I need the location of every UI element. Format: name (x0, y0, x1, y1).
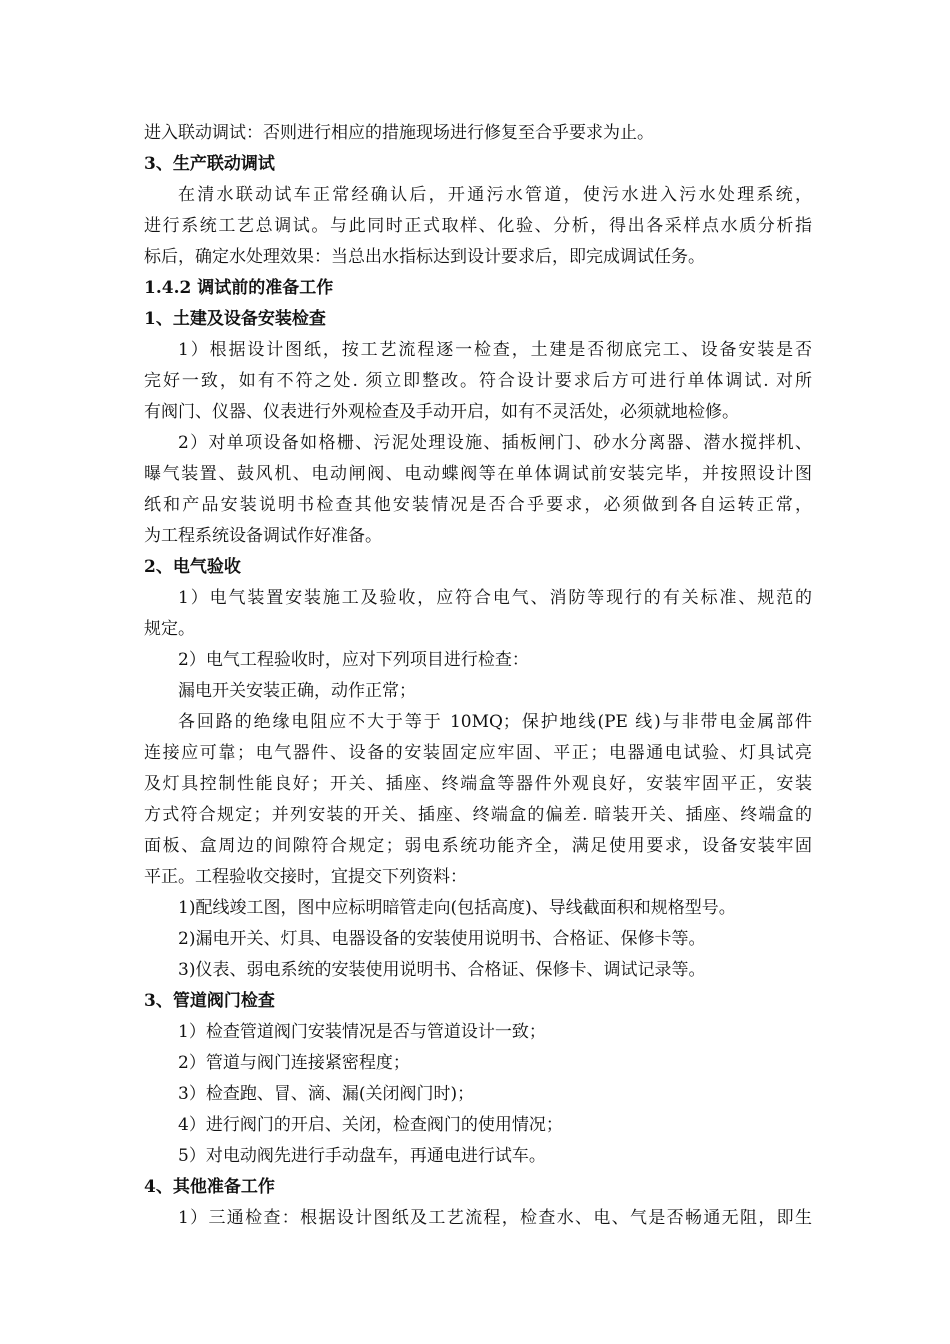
section-heading: 1、土建及设备安装检查 (144, 309, 326, 329)
text-line: 3）检查跑、冒、滴、漏(关闭阀门时)； (178, 1084, 475, 1104)
section-heading: 4、其他准备工作 (144, 1177, 275, 1197)
text-line: 2）对单项设备如格栅、污泥处理设施、插板闸门、砂水分离器、潜水搅拌机、 (178, 433, 812, 453)
text-line: 纸和产品安装说明书检查其他安装情况是否合乎要求，必须做到各自运转正常， (144, 495, 812, 515)
text-line: 规定。 (144, 619, 195, 639)
text-line: 标后，确定水处理效果：当总出水指标达到设计要求后，即完成调试任务。 (144, 247, 705, 267)
text-line: 3)仪表、弱电系统的安装使用说明书、合格证、保修卡、调试记录等。 (178, 960, 706, 980)
text-line: 及灯具控制性能良好；开关、插座、终端盒等器件外观良好，安装牢固平正，安装 (144, 774, 812, 794)
text-line: 进行系统工艺总调试。与此同时正式取样、化验、分析，得出各采样点水质分析指 (144, 216, 812, 236)
section-heading: 3、管道阀门检查 (144, 991, 275, 1011)
text-line: 为工程系统设备调试作好准备。 (144, 526, 382, 546)
document-body (144, 118, 812, 1234)
text-line: 完好一致，如有不符之处. 须立即整改。符合设计要求后方可进行单体调试. 对所 (144, 371, 812, 391)
text-line: 方式符合规定；并列安装的开关、插座、终端盒的偏差. 暗装开关、插座、终端盒的 (144, 805, 812, 825)
text-line: 连接应可靠；电气器件、设备的安装固定应牢固、平正；电器通电试验、灯具试亮 (144, 743, 812, 763)
text-line: 1）三通检查：根据设计图纸及工艺流程，检查水、电、气是否畅通无阻，即生 (178, 1208, 812, 1228)
text-line: 曝气装置、鼓风机、电动闸阀、电动蝶阀等在单体调试前安装完毕，并按照设计图 (144, 464, 812, 484)
text-line: 有阀门、仪器、仪表进行外观检查及手动开启，如有不灵活处，必须就地检修。 (144, 402, 739, 422)
text-line: 漏电开关安装正确，动作正常； (178, 681, 416, 701)
text-line: 进入联动调试：否则进行相应的措施现场进行修复至合乎要求为止。 (144, 123, 654, 143)
text-line: 4）进行阀门的开启、关闭，检查阀门的使用情况； (178, 1115, 563, 1135)
section-heading: 1.4.2 调试前的准备工作 (144, 278, 334, 298)
text-line: 2）电气工程验收时，应对下列项目进行检查： (178, 650, 529, 670)
text-line: 面板、盒周边的间隙符合规定；弱电系统功能齐全，满足使用要求，设备安装牢固 (144, 836, 812, 856)
text-line: 2）管道与阀门连接紧密程度； (178, 1053, 410, 1073)
section-heading: 3、生产联动调试 (144, 154, 275, 174)
text-line: 1）检查管道阀门安装情况是否与管道设计一致； (178, 1022, 546, 1042)
text-line: 在清水联动试车正常经确认后，开通污水管道，使污水进入污水处理系统， (178, 185, 812, 205)
text-line: 5）对电动阀先进行手动盘车，再通电进行试车。 (178, 1146, 546, 1166)
text-line: 各回路的绝缘电阻应不大于等于 10MQ；保护地线(PE 线)与非带电金属部件 (178, 712, 812, 732)
section-heading: 2、电气验收 (144, 557, 241, 577)
text-line: 1）根据设计图纸，按工艺流程逐一检查，土建是否彻底完工、设备安装是否 (178, 340, 812, 360)
text-line: 1）电气装置安装施工及验收，应符合电气、消防等现行的有关标准、规范的 (178, 588, 812, 608)
text-line: 2)漏电开关、灯具、电器设备的安装使用说明书、合格证、保修卡等。 (178, 929, 706, 949)
text-line: 平正。工程验收交接时，宜提交下列资料： (144, 867, 467, 887)
text-line: 1)配线竣工图，图中应标明暗管走向(包括高度)、导线截面积和规格型号。 (178, 898, 736, 918)
